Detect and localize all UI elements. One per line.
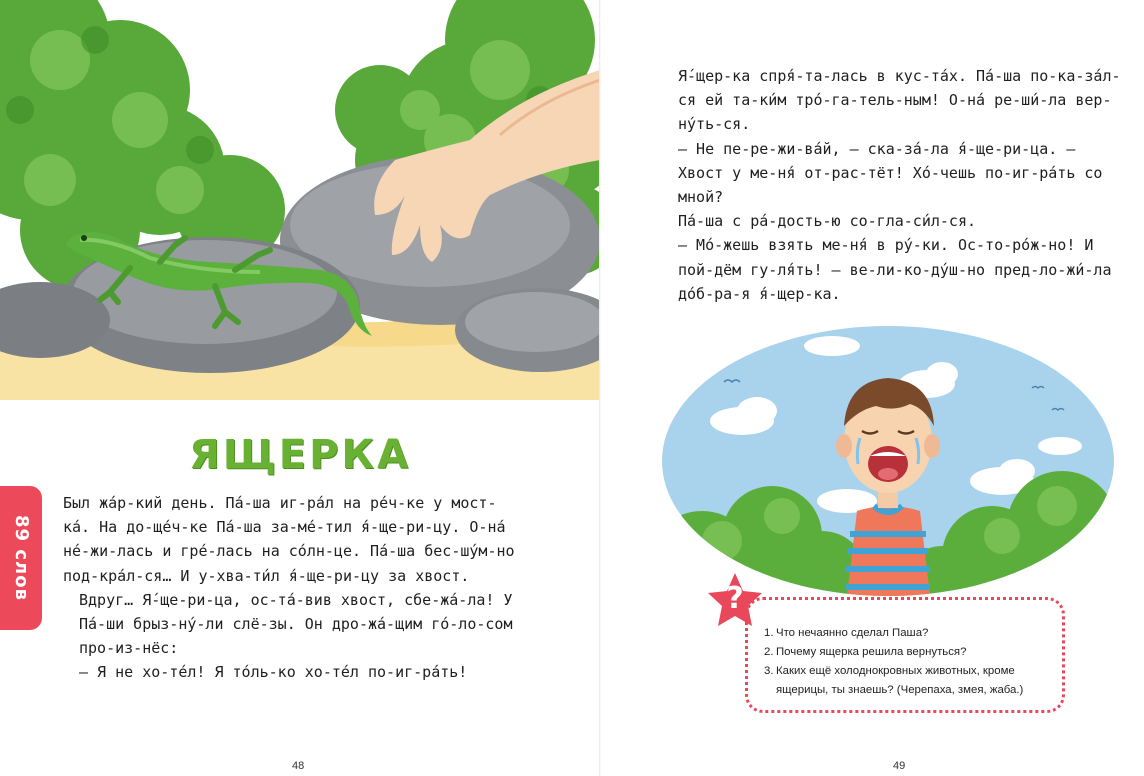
book-spine bbox=[599, 0, 601, 776]
right-page bbox=[600, 0, 1144, 776]
paragraph: Я́-щер-ка спря́-та-лась в кус-та́х. Па́-ша по-ка-за́л-ся ей та-ки́м тро́-га-тель-ным! О-на́ ре-ши́-ла вер-ну́ть-ся. bbox=[678, 67, 1121, 134]
question-number: 1. bbox=[764, 627, 774, 639]
question-text: Почему ящерка решила вернуться? bbox=[776, 646, 967, 658]
story-text-left bbox=[63, 491, 523, 685]
question-item bbox=[764, 662, 1060, 700]
question-mark: ? bbox=[726, 581, 744, 616]
question-star-icon bbox=[706, 571, 764, 629]
question-item bbox=[764, 624, 1060, 643]
questions-box bbox=[745, 597, 1065, 713]
page-number: 49 bbox=[893, 760, 906, 772]
questions-list bbox=[764, 624, 1060, 700]
question-number: 2. bbox=[764, 646, 774, 658]
word-count-label: 89 слов bbox=[11, 515, 32, 601]
story-text-right bbox=[662, 64, 1124, 306]
paragraph: Вдруг… Я́-ще-ри-ца, ос-та́-вив хвост, сбе-жа́-ла! У Па́-ши брыз-ну́-ли слё-зы. Он дро-жа́-щим го́-ло-сом про-из-нёс: bbox=[79, 590, 513, 658]
story-title: ЯЩЕРКА bbox=[188, 432, 412, 478]
paragraph: — Я не хо-те́л! Я то́ль-ко хо-те́л по-иг-ра́ть! bbox=[79, 663, 468, 682]
lizard-illustration bbox=[0, 0, 600, 400]
question-item bbox=[764, 643, 1060, 662]
page-number: 48 bbox=[292, 760, 305, 772]
paragraph: — Мо́-жешь взять ме-ня́ в ру́-ки. Ос-то-ро́ж-но! И пой-дём гу-ля́ть! — ве-ли-ко-ду́ш-но пред-ло-жи́-ла до́б-ра-я я́-щер-ка. bbox=[678, 236, 1112, 303]
word-count-tab bbox=[0, 486, 42, 630]
question-text: Каких ещё холоднокровных животных, кроме ящерицы, ты знаешь? (Черепаха, змея, жаба.) bbox=[776, 665, 1024, 696]
crying-boy-illustration bbox=[662, 326, 1114, 596]
paragraph: Па́-ша с ра́-дость-ю со-гла-си́л-ся. bbox=[678, 212, 977, 231]
paragraph: Был жа́р-кий день. Па́-ша иг-ра́л на ре́ч-ке у мост-ка́. На до-ще́ч-ке Па́-ша за-ме́-тил я́-ще-ри-цу. О-на́ не́-жи-лась и гре́-лась на со́лн-це. Па́-ша бес-шу́м-но под-кра́л-ся… И у-хва-ти́л я́-ще-ри-цу за хвост. bbox=[63, 494, 515, 585]
paragraph: — Не пе-ре-жи-ва́й, — ска-за́-ла я́-ще-ри-ца. — Хвост у ме-ня́ от-рас-тёт! Хо́-чешь по-иг-ра́ть со мной? bbox=[678, 139, 1103, 207]
question-text: Что нечаянно сделал Паша? bbox=[776, 627, 929, 639]
question-number: 3. bbox=[764, 665, 774, 677]
